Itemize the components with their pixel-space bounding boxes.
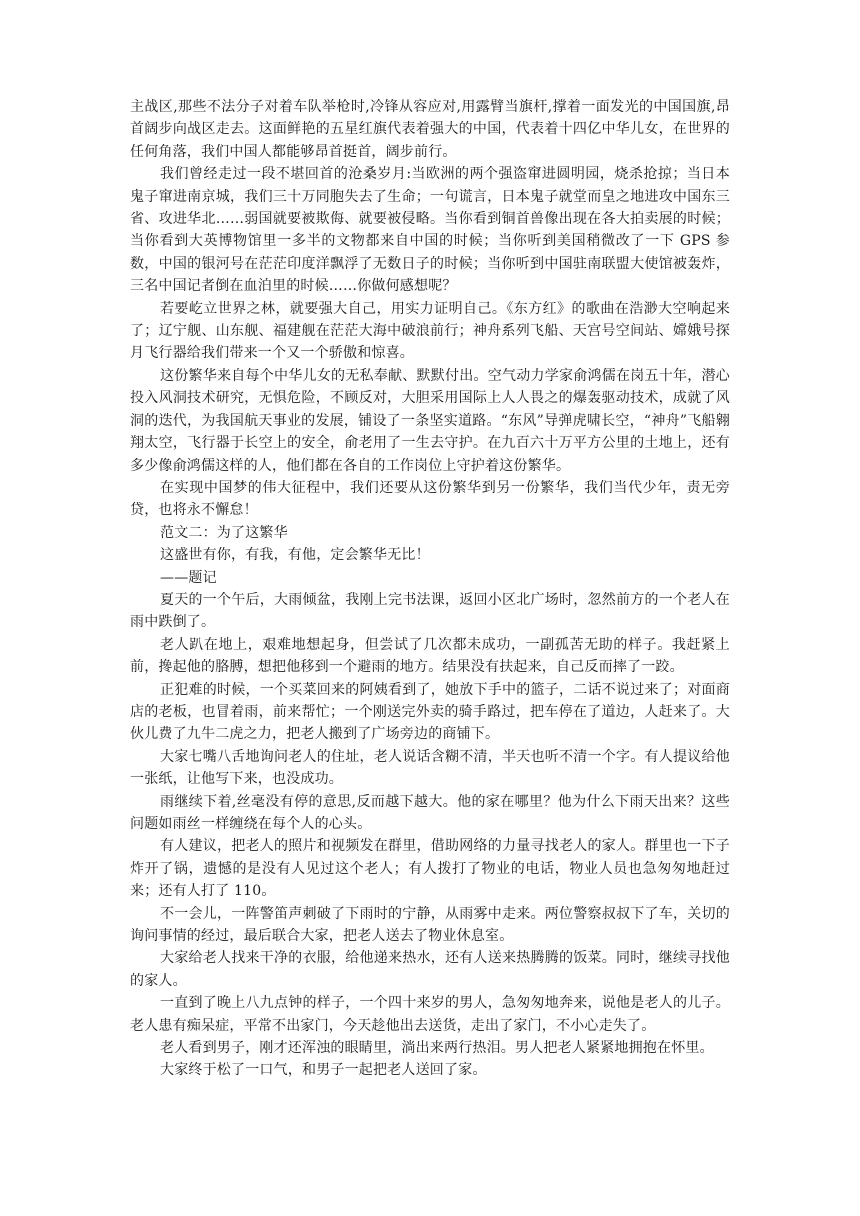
section-heading: 范文二：为了这繁华 [160,524,288,541]
paragraph-3: 若要屹立世界之林，就要强大自己，用实力证明自己。《东方红》的歌曲在浩渺大空响起来了；辽宁舰、山东舰、福建舰在茫茫大海中破浪前行；神舟系列飞船、天宫号空间站、嫦娥号探月飞行器给我们带来一个又一个骄傲和惊喜。 [130,300,730,362]
paragraph-16: 大家终于松了一口气，和男子一起把老人送回了家。 [160,1062,487,1079]
epigraph: 这盛世有你，有我，有他，定会繁华无比！ [160,547,430,564]
paragraph-4: 这份繁华来自每个中华儿女的无私奉献、默默付出。空气动力学家俞鸿儒在岗五十年，潜心投入风洞技术研究，无惧危险，不顾反对，大胆采用国际上人人畏之的爆轰驱动技术，成就了风洞的迭代，为我国航天事业的发展，铺设了一条坚实道路。“东风”导弹虎啸长空，“神舟”飞船翱翔太空，飞行器于长空上的安全，俞老用了一生去守护。在九百六十万平方公里的土地上，还有多少像俞鸿儒这样的人，他们都在各自的工作岗位上守护着这份繁华。 [130,367,730,474]
paragraph-10: 雨继续下着,丝毫没有停的意思,反而越下越大。他的家在哪里？他为什么下雨天出来？这些问题如雨丝一样缠绕在每个人的心头。 [130,793,730,832]
paragraph-5: 在实现中国梦的伟大征程中，我们还要从这份繁华到另一份繁华，我们当代少年，责无旁贷，也将永不懈怠！ [130,479,730,519]
paragraph-8: 正犯难的时候，一个买菜回来的阿姨看到了，她放下手中的篮子，二话不说过来了；对面商店的老板，也冒着雨，前来帮忙；一个刚送完外卖的骑手路过，把车停在了道边，人赶来了。大伙儿费了九牛二虎之力，把老人搬到了广场旁边的商铺下。 [130,681,730,743]
paragraph-7: 老人趴在地上，艰难地想起身，但尝试了几次都未成功，一副孤苦无助的样子。我赶紧上前，搀起他的胳膊，想把他移到一个避雨的地方。结果没有扶起来，自己反而摔了一跤。 [130,636,730,676]
paragraph-14: 一直到了晚上八九点钟的样子，一个四十来岁的男人，急匆匆地奔来，说他是老人的儿子。老人患有痴呆症，平常不出家门，今天趁他出去送货，走出了家门，不小心走失了。 [130,995,730,1034]
paragraph-12: 不一会儿，一阵警笛声刺破了下雨时的宁静，从雨雾中走来。两位警察叔叔下了车，关切的询问事情的经过，最后联合大家，把老人送去了物业休息室。 [130,905,730,945]
paragraph-6: 夏天的一个午后，大雨倾盆，我刚上完书法课，返回小区北广场时，忽然前方的一个老人在雨中跌倒了。 [130,591,730,631]
paragraph-1: 主战区,那些不法分子对着车队举枪时,冷锋从容应对,用露臂当旗杆,撑着一面发光的中国国旗,昂首阔步向战区走去。这面鲜艳的五星红旗代表着强大的中国，代表着十四亿中华儿女，在世界的任何角落，我们中国人都能够昂首挺首，阔步前行。 [130,99,730,160]
paragraph-9: 大家七嘴八舌地询问老人的住址，老人说话含糊不清，半天也听不清一个字。有人提议给他一张纸，让他写下来，也没成功。 [130,748,730,788]
paragraph-15: 老人看到男子，刚才还浑浊的眼睛里，淌出来两行热泪。男人把老人紧紧地拥抱在怀里。 [160,1040,714,1057]
document-body [130,96,730,1082]
paragraph-2: 我们曾经走过一段不堪回首的沧桑岁月:当欧洲的两个强盗窜进圆明园，烧杀抢掠；当日本鬼子窜进南京城，我们三十万同胞失去了生命；一句谎言，日本鬼子就堂而皇之地进攻中国东三省、攻进华北……弱国就要被欺侮、就要被侵略。当你看到铜首兽像出现在各大拍卖展的时候；当你看到大英博物馆里一多半的文物都来自中国的时候；当你听到美国稍微改了一下 GPS 参数，中国的银河号在茫茫印度洋飘浮了无数日子的时候；当你听到中国驻南联盟大使馆被轰炸，三名中国记者倒在血泊里的时候……你做何感想呢？ [130,166,730,295]
paragraph-11: 有人建议，把老人的照片和视频发在群里，借助网络的力量寻找老人的家人。群里也一下子炸开了锅，遗憾的是没有人见过这个老人；有人拨打了物业的电话，物业人员也急匆匆地赶过来；还有人打了 110。 [130,838,730,900]
paragraph-13: 大家给老人找来干净的衣服，给他递来热水，还有人送来热腾腾的饭菜。同时，继续寻找他的家人。 [130,950,730,989]
epigraph-attribution: ——题记 [160,569,217,586]
